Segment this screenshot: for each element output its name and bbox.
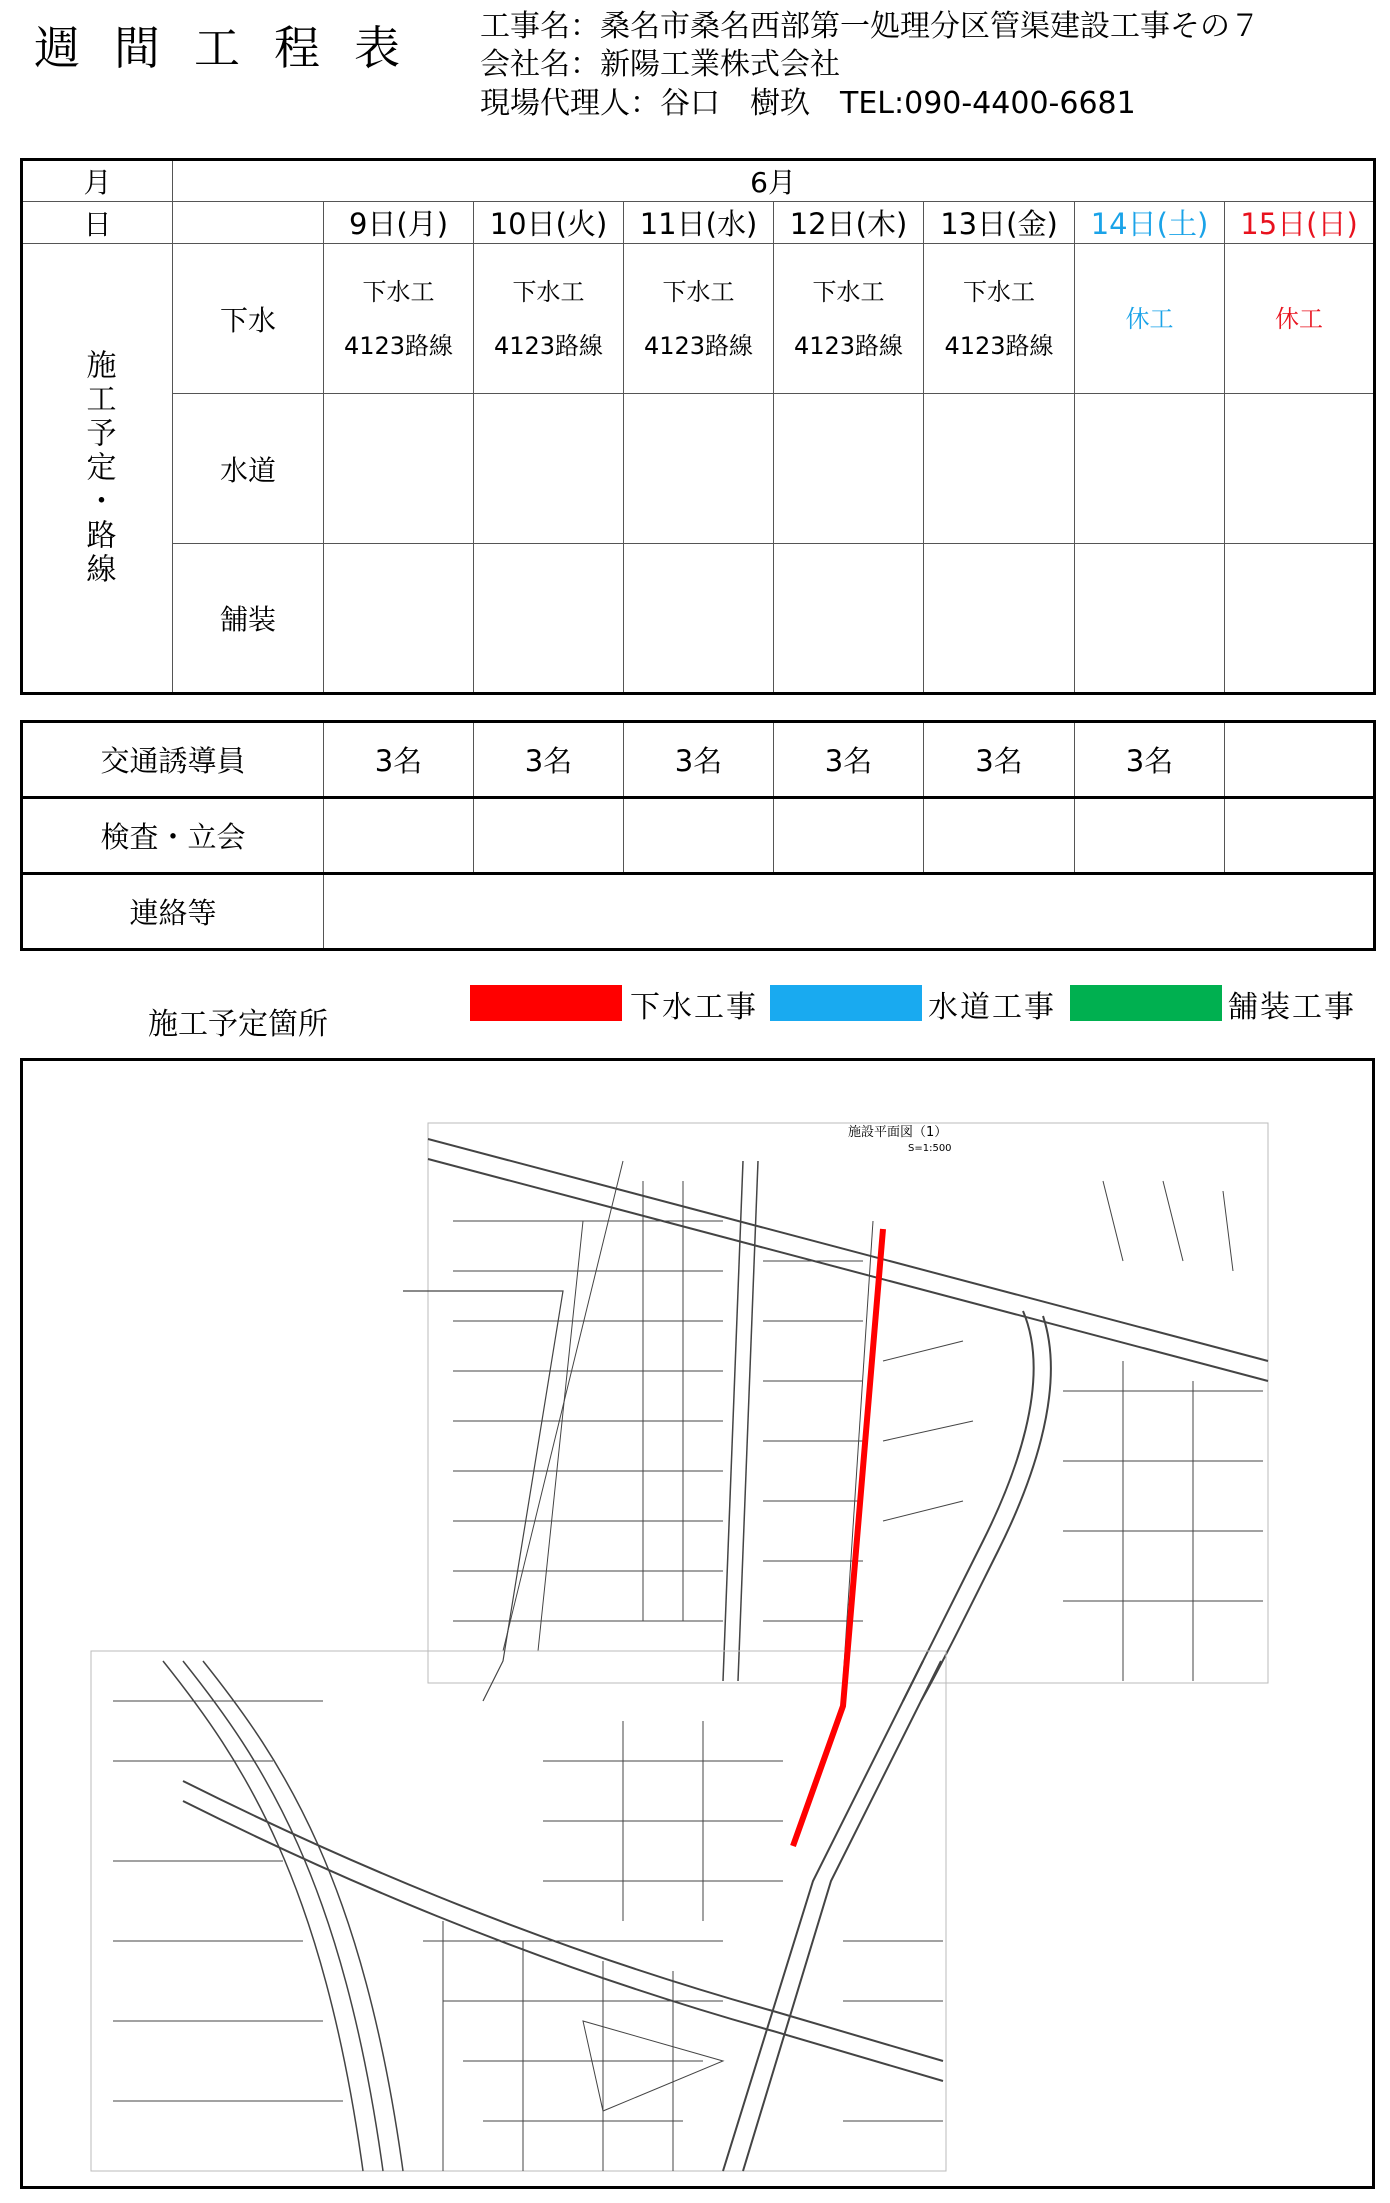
- schedule-table: [20, 158, 1376, 695]
- work-type: 休工: [1275, 304, 1324, 333]
- day-header: 14日(土): [1075, 202, 1225, 244]
- project-name: 工事名：桑名市桑名西部第一処理分区管渠建設工事その７: [480, 9, 1260, 44]
- schedule-cell: [1075, 244, 1225, 394]
- traffic-guard-count: [1225, 722, 1375, 798]
- schedule-cell: [1225, 394, 1375, 544]
- schedule-cell: [624, 244, 774, 394]
- traffic-guard-count: 3名: [324, 722, 474, 798]
- traffic-guard-count: 3名: [1075, 722, 1225, 798]
- schedule-cell: [924, 544, 1075, 694]
- site-agent: 現場代理人：谷口 樹玖 TEL:090-4400-6681: [480, 86, 1136, 121]
- location-label: 施工予定箇所: [148, 1007, 328, 1042]
- legend-label-sewer: 下水工事: [630, 990, 758, 1025]
- month-value: 6月: [173, 160, 1375, 202]
- inspection-row: [22, 798, 1375, 874]
- day-header: 15日(日): [1225, 202, 1375, 244]
- day-header: 13日(金): [924, 202, 1075, 244]
- route-name: 4123路線: [944, 331, 1054, 360]
- traffic-guard-count: 3名: [624, 722, 774, 798]
- inspection-cell: [324, 798, 474, 874]
- inspection-cell: [774, 798, 924, 874]
- month-label: 月: [22, 160, 173, 202]
- legend-swatch-paving: [1070, 985, 1222, 1021]
- inspection-cell: [1075, 798, 1225, 874]
- day-blank: [173, 202, 324, 244]
- month-row: [22, 160, 1375, 202]
- schedule-row-water: [22, 394, 1375, 544]
- section-label-cell: [22, 244, 173, 694]
- day-label: 日: [22, 202, 173, 244]
- row-label: 下水: [173, 244, 324, 394]
- inspection-cell: [1225, 798, 1375, 874]
- traffic-guard-count: 3名: [474, 722, 624, 798]
- sewer-route-line: [793, 1229, 883, 1846]
- schedule-row-sewer: [22, 244, 1375, 394]
- work-type: 下水工: [963, 277, 1035, 306]
- schedule-cell: [474, 244, 624, 394]
- schedule-cell: [1225, 544, 1375, 694]
- company-name: 会社名：新陽工業株式会社: [480, 47, 840, 82]
- inspection-cell: [474, 798, 624, 874]
- schedule-cell: [624, 394, 774, 544]
- traffic-guard-count: 3名: [774, 722, 924, 798]
- schedule-row-paving: [22, 544, 1375, 694]
- route-name: 4123路線: [643, 331, 754, 360]
- schedule-cell: [324, 394, 474, 544]
- work-type: 下水工: [362, 277, 435, 306]
- row-label: 水道: [173, 394, 324, 544]
- schedule-cell: [1075, 394, 1225, 544]
- day-header: 10日(火): [474, 202, 624, 244]
- inspection-label: 検査・立会: [22, 798, 324, 874]
- site-map-frame: [20, 1058, 1375, 2189]
- legend-swatch-water: [770, 985, 922, 1021]
- section-label: 施工予定・路線: [80, 349, 116, 587]
- day-header: 12日(木): [774, 202, 924, 244]
- route-name: 4123路線: [793, 331, 904, 360]
- schedule-cell: [324, 244, 474, 394]
- staff-table: [20, 720, 1376, 951]
- legend-label-water: 水道工事: [928, 990, 1056, 1025]
- schedule-cell: [774, 394, 924, 544]
- day-row: [22, 202, 1375, 244]
- site-map: [23, 1061, 1372, 2186]
- map-caption: 施設平面図（1）: [848, 1125, 948, 1140]
- day-header: 9日(月): [324, 202, 474, 244]
- work-type: 下水工: [512, 277, 585, 306]
- traffic-guard-count: 3名: [924, 722, 1075, 798]
- schedule-cell: [924, 244, 1075, 394]
- schedule-cell: [474, 394, 624, 544]
- map-sheet-lower: [91, 1291, 946, 2171]
- row-label: 舗装: [173, 544, 324, 694]
- contact-row: [22, 874, 1375, 950]
- work-type: 下水工: [662, 277, 735, 306]
- traffic-guard-row: [22, 722, 1375, 798]
- inspection-cell: [624, 798, 774, 874]
- schedule-cell: [774, 544, 924, 694]
- route-name: 4123路線: [343, 331, 454, 360]
- contact-cell: [324, 874, 1375, 950]
- schedule-cell: [324, 544, 474, 694]
- schedule-cell: [924, 394, 1075, 544]
- page-title: 週間工程表: [34, 21, 434, 75]
- work-type: 下水工: [812, 277, 885, 306]
- schedule-cell: [474, 544, 624, 694]
- schedule-cell: [624, 544, 774, 694]
- legend-label-paving: 舗装工事: [1228, 990, 1356, 1025]
- legend-swatch-sewer: [470, 985, 622, 1021]
- work-type: 休工: [1125, 304, 1174, 333]
- map-scale: S=1:500: [908, 1143, 952, 1154]
- day-header: 11日(水): [624, 202, 774, 244]
- contact-label: 連絡等: [22, 874, 324, 950]
- schedule-cell: [1075, 544, 1225, 694]
- traffic-label: 交通誘導員: [22, 722, 324, 798]
- schedule-cell: [774, 244, 924, 394]
- route-name: 4123路線: [493, 331, 604, 360]
- inspection-cell: [924, 798, 1075, 874]
- schedule-cell: [1225, 244, 1375, 394]
